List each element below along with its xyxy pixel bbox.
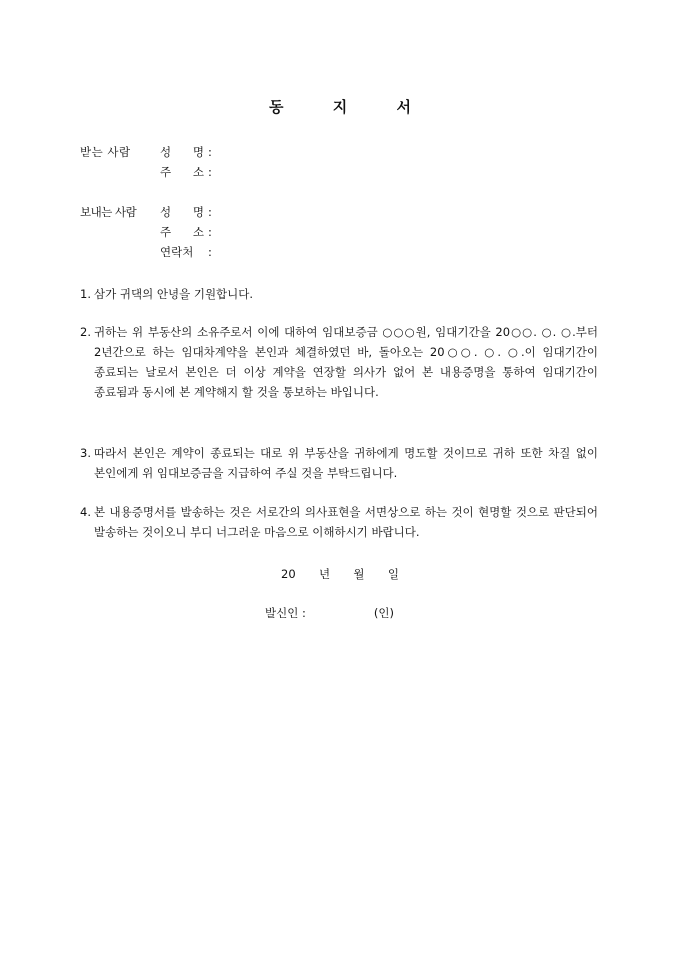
recipient-address-colon: : [208,165,212,179]
sender-address-row [80,222,212,242]
paragraph-number: 1. [80,287,91,301]
paragraph-1 [80,284,598,304]
signature-label: 발신인 : [265,606,306,620]
recipient-address-row [80,162,212,182]
recipient-address-label: 주 소 [160,165,204,179]
date-year-prefix: 20 [281,567,296,581]
sender-address-label: 주 소 [160,225,204,239]
paragraph-text: 귀하는 위 부동산의 소유주로서 이에 대하여 임대보증금 ○○○원, 임대기간을 20○○. ○. ○.부터 2년간으로 하는 임대차계약을 본인과 체결하였던 바, 돌아오는 20○○. ○. ○.이 임대기간이 종료되는 날로서 본인은 더 이상 계약을 연장할 의사가 없어 본 내용증명을 통하여 임대기간이 종료됨과 동시에 본 계약해지 할 것을 통보하는 바입니다. [94,325,598,399]
sender-label: 보내는 사람 [80,205,137,219]
sender-name-colon: : [208,205,212,219]
paragraph-number: 2. [80,325,91,339]
date-day-unit: 일 [387,567,399,581]
paragraph-number: 4. [80,505,91,519]
paragraph-number: 3. [80,446,91,460]
date-month-unit: 월 [353,567,365,581]
recipient-block [80,142,212,182]
signature-space [306,605,374,621]
seal-mark: (인) [373,606,394,620]
sender-contact-label: 연락처 [160,245,194,259]
recipient-name-label: 성 명 [160,145,204,159]
sender-name-label: 성 명 [160,205,204,219]
paragraph-text: 본 내용증명서를 발송하는 것은 서로간의 의사표현을 서면상으로 하는 것이 현명할 것으로 판단되어 발송하는 것이오니 부디 너그러운 마음으로 이해하시기 바랍니다. [94,505,598,539]
paragraph-3 [80,443,598,483]
recipient-name-colon: : [208,145,212,159]
sender-block [80,202,212,262]
signature-line [265,605,394,621]
recipient-label: 받는 사람 [80,145,131,159]
sender-contact-row [80,242,212,262]
document-title: 동 지 서 [269,98,433,116]
recipient-name-row [80,142,212,162]
sender-contact-colon: : [208,245,212,259]
date-year-unit: 년 [319,567,331,581]
paragraph-2 [80,322,598,402]
paragraph-text: 따라서 본인은 계약이 종료되는 대로 위 부동산을 귀하에게 명도할 것이므로 귀하 또한 차질 없이 본인에게 위 임대보증금을 지급하여 주실 것을 부탁드립니다. [94,446,598,480]
sender-name-row [80,202,212,222]
paragraph-text: 삼가 귀댁의 안녕을 기원합니다. [94,287,254,301]
document-date [0,566,680,582]
paragraph-4 [80,502,598,542]
sender-address-colon: : [208,225,212,239]
